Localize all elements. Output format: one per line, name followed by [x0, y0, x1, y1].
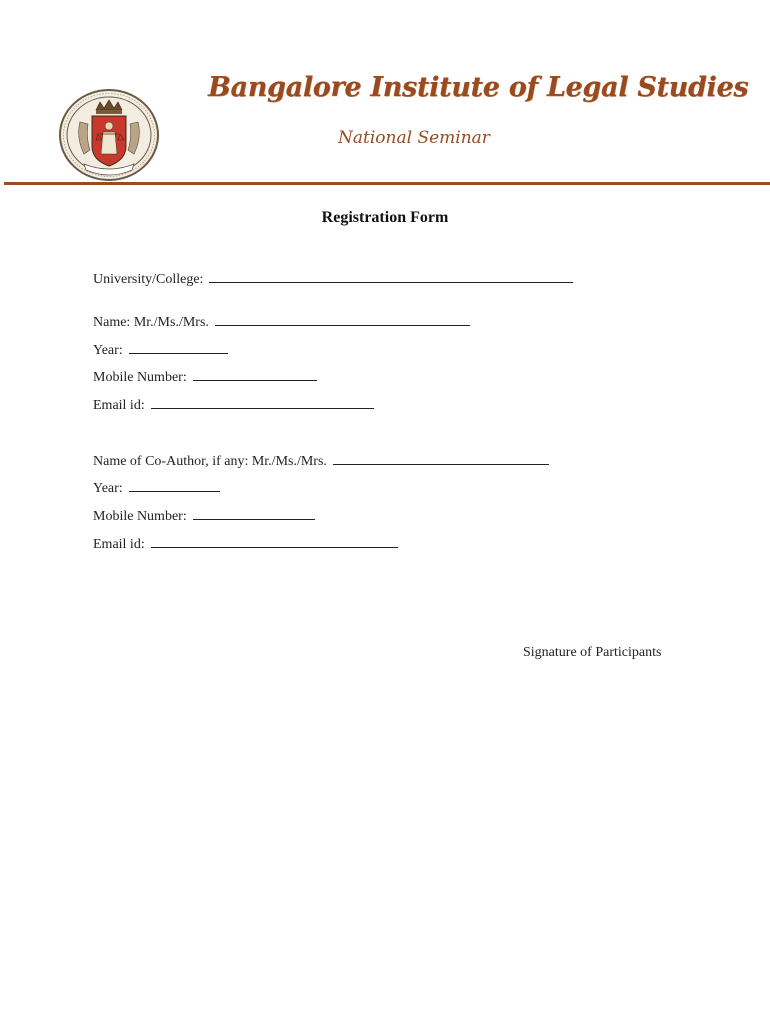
year-blank-line[interactable] [129, 339, 228, 354]
university-field-row [93, 268, 573, 288]
seminar-subtitle: National Seminar [338, 128, 490, 148]
coauthor-mobile-field-row [93, 505, 315, 525]
coauthor-name-field-row [93, 450, 549, 470]
mobile-field-row [93, 366, 317, 386]
institute-title: Bangalore Institute of Legal Studies [208, 72, 749, 103]
coauthor-name-blank-line[interactable] [333, 450, 549, 465]
year-field-row [93, 339, 228, 359]
coauthor-email-blank-line[interactable] [151, 533, 398, 548]
university-blank-line[interactable] [209, 268, 573, 283]
mobile-label: Mobile Number: [93, 370, 187, 385]
year-label: Year: [93, 343, 123, 358]
name-label: Name: Mr./Ms./Mrs. [93, 315, 209, 330]
university-label: University/College: [93, 272, 204, 287]
coauthor-year-label: Year: [93, 481, 123, 496]
form-title: Registration Form [321, 209, 449, 226]
header-divider [4, 182, 770, 185]
coauthor-email-label: Email id: [93, 537, 145, 552]
coauthor-year-blank-line[interactable] [129, 477, 220, 492]
coauthor-mobile-label: Mobile Number: [93, 509, 187, 524]
mobile-blank-line[interactable] [193, 366, 317, 381]
signature-label: Signature of Participants [523, 645, 662, 660]
coauthor-email-field-row [93, 533, 398, 553]
institute-seal-logo [58, 88, 160, 182]
email-label: Email id: [93, 398, 145, 413]
name-blank-line[interactable] [215, 311, 470, 326]
coauthor-mobile-blank-line[interactable] [193, 505, 315, 520]
coauthor-name-label: Name of Co-Author, if any: Mr./Ms./Mrs. [93, 454, 327, 469]
email-field-row [93, 394, 374, 414]
coauthor-year-field-row [93, 477, 220, 497]
name-field-row [93, 311, 470, 331]
email-blank-line[interactable] [151, 394, 374, 409]
